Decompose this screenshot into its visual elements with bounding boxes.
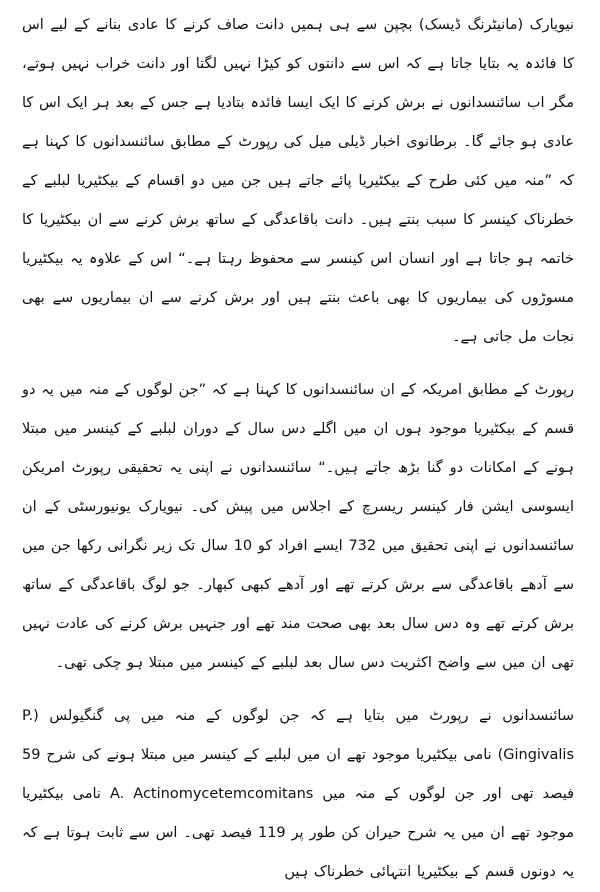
- paragraph-3: سائنسدانوں نے رپورٹ میں بتایا ہے کہ جن لوگوں کے منہ میں پی گنگیولس (P. Gingivalis) نامی بیکٹیریا موجود تھے ان میں لبلبے کے کینسر میں مبتلا ہونے کی شرح 59 فیصد تھی اور جن لوگوں کے منہ میں A. Actinomycetemcomitans نامی بیکٹیریا موجود تھے ان میں یہ شرح حیران کن طور پر 119 فیصد تھی۔ اس سے ثابت ہوتا ہے کہ یہ دونوں قسم کے بیکٹیریا انتہائی خطرناک ہیں: [22, 708, 575, 880]
- paragraph-2: رپورٹ کے مطابق امریکہ کے ان سائنسدانوں کا کہنا ہے کہ ”جن لوگوں کے منہ میں یہ دو قسم کے بیکٹیریا موجود ہوں ان میں اگلے دس سال کے دوران لبلبے کے کینسر میں مبتلا ہونے کے امکانات دو گنا بڑھ جاتے ہیں۔“ سائنسدانوں نے اپنی یہ تحقیقی رپورٹ امریکن ایسوسی ایشن فار کینسر ریسرچ کے اجلاس میں پیش کی۔ نیویارک یونیورسٹی کے ان سائنسدانوں نے اپنی تحقیق میں 732 ایسے افراد کو 10 سال تک زیر نگرانی رکھا جن میں سے آدھے باقاعدگی سے برش کرتے تھے اور آدھے کبھی کبھار۔ جو لوگ باقاعدگی کے ساتھ برش کرتے تھے وہ دس سال بعد بھی صحت مند تھے اور جنہیں برش کرنے کی عادت نہیں تھی ان میں سے واضح اکثریت دس سال بعد لبلبے کے کینسر میں مبتلا ہو چکی تھی۔: [22, 382, 574, 671]
- paragraph-1: نیویارک (مانیٹرنگ ڈیسک) بچپن سے ہی ہمیں دانت صاف کرنے کا عادی بنانے کے لیے اس کا فائدہ یہ بتایا جاتا ہے کہ اس سے دانتوں کو کیڑا نہیں لگتا اور دانت خراب نہیں ہوتے، مگر اب سائنسدانوں نے برش کرنے کا ایک ایسا فائدہ بتادیا ہے جس کے بعد ہر ایک اس کا عادی ہو جائے گا۔ برطانوی اخبار ڈیلی میل کی رپورٹ کے مطابق سائنسدانوں کا کہنا ہے کہ ”منہ میں کئی طرح کے بیکٹیریا پائے جاتے ہیں جن میں دو اقسام کے بیکٹیریا لبلبے کے خطرناک کینسر کا سبب بنتے ہیں۔ دانت باقاعدگی کے ساتھ برش کرنے سے ان بیکٹیریا کا خاتمہ ہو جاتا ہے اور انسان اس کینسر سے محفوظ رہتا ہے۔“ اس کے علاوہ یہ بیکٹیریا مسوڑوں کی بیماریوں کا بھی باعث بنتے ہیں اور برش کرنے سے ان بیماریوں سے بھی نجات مل جاتی ہے۔: [22, 17, 574, 345]
